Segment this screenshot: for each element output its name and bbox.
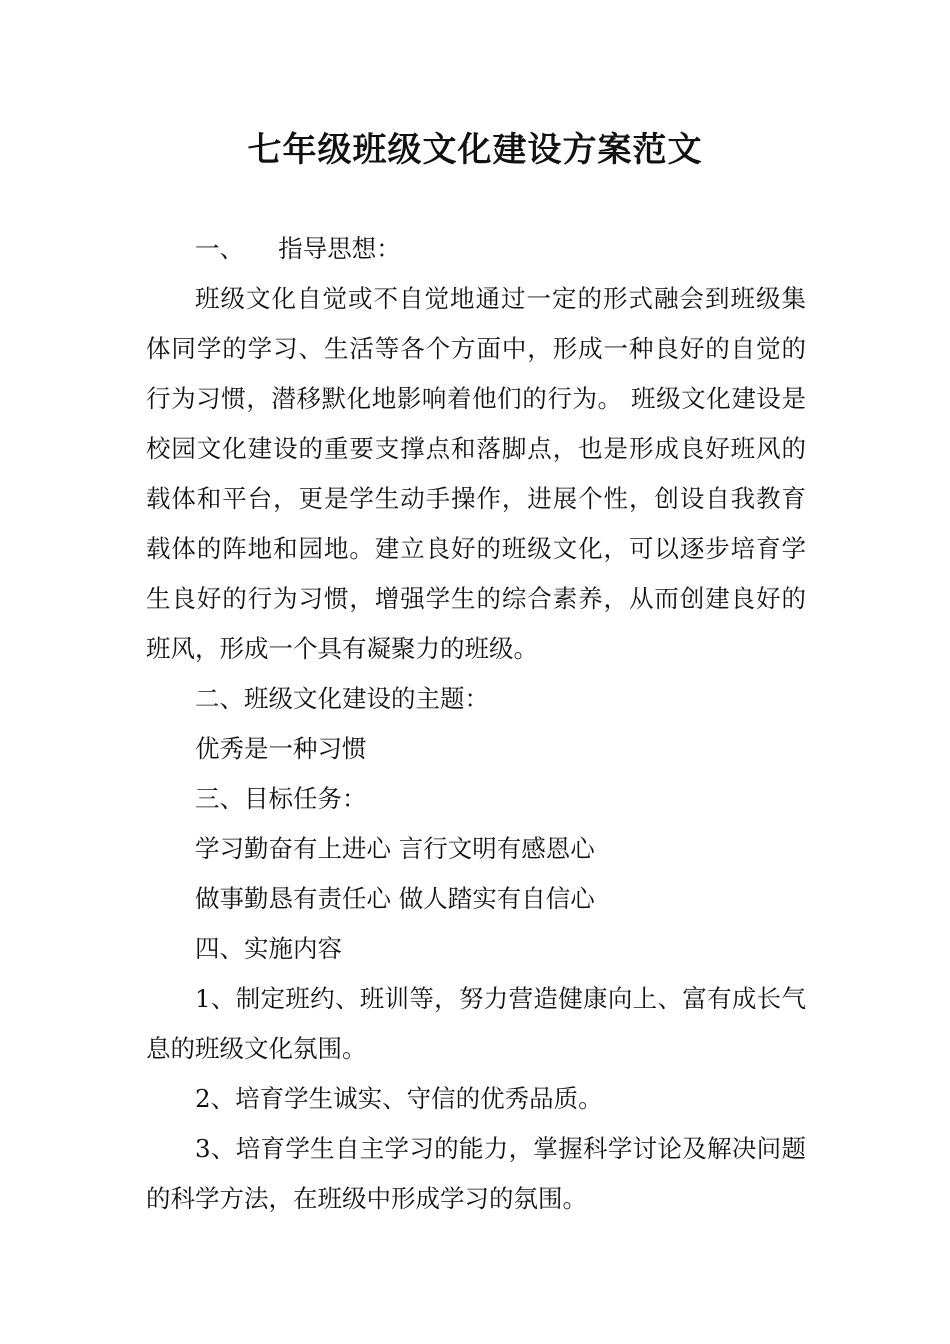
paragraph-guiding-thought: 班级文化自觉或不自觉地通过一定的形式融会到班级集体同学的学习、生活等各个方面中，形成一种良好的自觉的行为习惯，潜移默化地影响着他们的行为。 班级文化建设是校园文化建设的重要支撑点和落脚点，也是形成良好班风的载体和平台，更是学生动手操作，进展个性，创设自我教育载体的阵地和园地。建立良好的班级文化，可以逐步培育学生良好的行为习惯，增强学生的综合素养，从而创建良好的班风，形成一个具有凝聚力的班级。 xyxy=(146,284,806,663)
section-heading-guiding-thought xyxy=(146,224,806,274)
goal-line: 学习勤奋有上进心 言行文明有感恩心 xyxy=(195,834,595,863)
list-item: 3、培育学生自主学习的能力，掌握科学讨论及解决问题的科学方法，在班级中形成学习的氛围。 xyxy=(146,1134,806,1213)
theme-text: 优秀是一种习惯 xyxy=(195,734,367,763)
section-heading-goals: 三、目标任务： xyxy=(195,784,367,813)
section-heading-theme: 二、班级文化建设的主题： xyxy=(195,684,489,713)
section-number: 一、 xyxy=(195,234,244,263)
section-heading-implementation: 四、实施内容 xyxy=(195,934,342,963)
section-heading-text: 指导思想： xyxy=(278,234,401,263)
document-title: 七年级班级文化建设方案范文 xyxy=(247,130,703,170)
goal-line: 做事勤恳有责任心 做人踏实有自信心 xyxy=(195,884,595,913)
list-item: 2、培育学生诚实、守信的优秀品质。 xyxy=(195,1084,603,1113)
list-item: 1、制定班约、班训等，努力营造健康向上、富有成长气息的班级文化氛围。 xyxy=(146,984,806,1063)
document-body xyxy=(146,224,806,1224)
